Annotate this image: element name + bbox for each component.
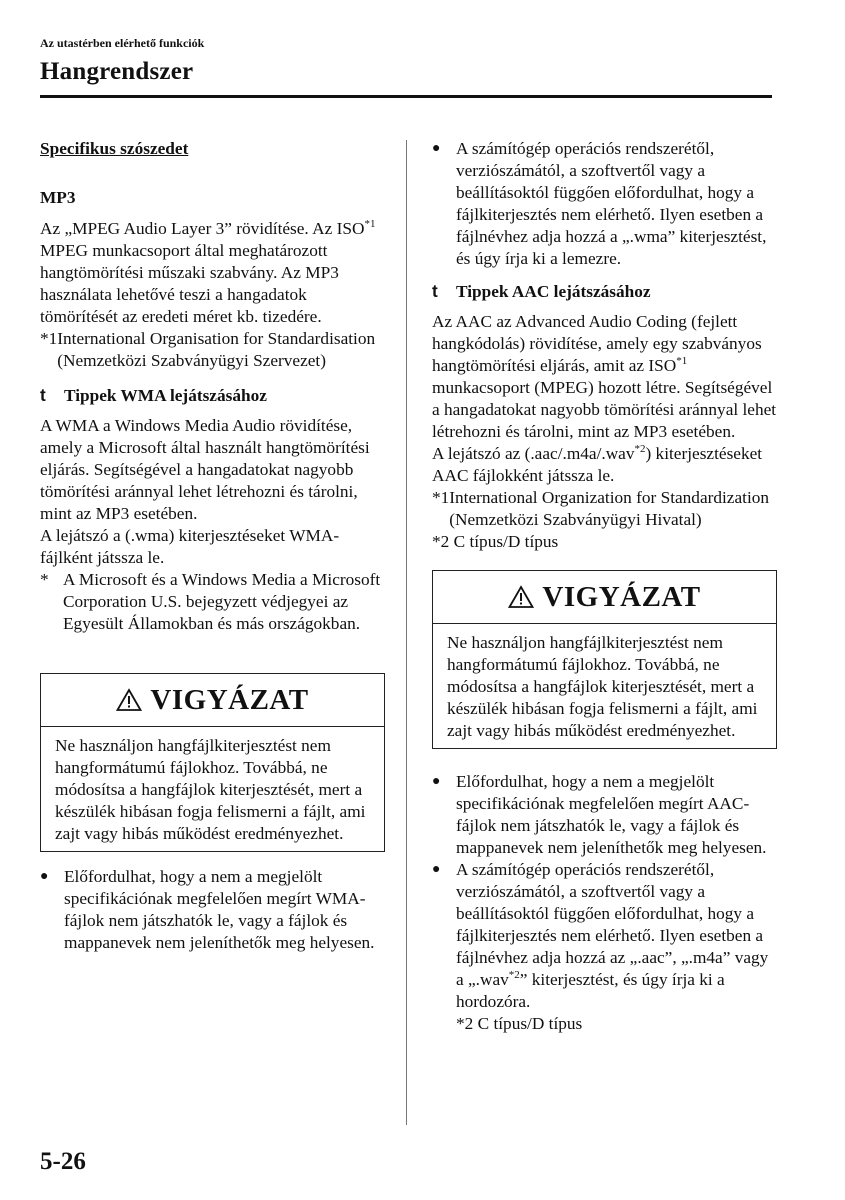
caution-box (432, 570, 777, 749)
title-rule (40, 95, 772, 98)
bullet-dot-icon: ● (432, 141, 441, 156)
wma-paragraph: A WMA a Windows Media Audio rövidítése, amely a Microsoft által használt hangtömörítési eljárás. Segítségével a hangadatokat nagyobb tömörítési aránnyal lehet létrehozni és tárolni, mint az MP3 esetében. (40, 416, 370, 523)
aac-heading: t Tippek AAC lejátszásához (432, 281, 651, 301)
aac-paragraph-2: A lejátszó az (.aac/.m4a/.wav$^{*2}$) kiterjesztéseket AAC fájlokként játssza le. (432, 443, 763, 485)
section-marker-icon: t (432, 281, 438, 301)
right-column (432, 138, 777, 1035)
wma-heading: t Tippek WMA lejátszásához (40, 385, 267, 405)
warning-triangle-icon (508, 585, 534, 609)
caution-header (41, 674, 384, 727)
section-label: Az utastérben elérhető funkciók (40, 36, 205, 50)
aac-footnote-1: *1 International Organization for Standardization (Nemzetközi Szabványügyi Hivatal) (432, 488, 770, 529)
mp3-footnote: *1 International Organisation for Standardisation (Nemzetközi Szabványügyi Szervezet) (40, 329, 376, 370)
section-marker-icon: t (40, 385, 46, 405)
caution-title: VIGYÁZAT (150, 684, 309, 716)
warning-triangle-icon (116, 688, 142, 712)
mp3-definition: Az „MPEG Audio Layer 3” rövidítése. Az ISO$^{*1}$ MPEG munkacsoport által meghatározott hangtömörítési műszaki szabvány. Az MP3 használata lehetővé teszi a hangadatok tömörítését az eredeti méret kb. tizedére. (40, 218, 376, 326)
left-column (40, 138, 385, 954)
glossary-title: Specifikus szószedet (40, 139, 189, 158)
column-divider (406, 140, 407, 1125)
caution-title: VIGYÁZAT (542, 581, 701, 613)
list-item: ● Előfordulhat, hogy a nem a megjelölt specifikációnak megfelelően megírt WMA-fájlok nem játszhatók le, vagy a fájlok és mappanevek nem jeleníthetők meg helyesen. (40, 867, 375, 952)
wma-paragraph-2: A lejátszó a (.wma) kiterjesztéseket WMA-fájlként játssza le. (40, 526, 340, 567)
bullet-dot-icon: ● (40, 869, 49, 884)
wma-footnote: * A Microsoft és a Windows Media a Microsoft Corporation U.S. bejegyzett védjegyei az Egyesült Államokban és más országokban. (40, 570, 381, 633)
bullet-dot-icon: ● (432, 774, 441, 789)
mp3-term: MP3 (40, 188, 76, 207)
caution-header (433, 571, 776, 624)
aac-paragraph: Az AAC az Advanced Audio Coding (fejlett hangkódolás) rövidítése, amely egy szabványos hangtömörítési eljárás, amit az ISO$^{*1}$ munkacsoport (MPEG) hozott létre. Segítségével a hangadatokat nagyobb tömörítési aránnyal lehet létrehozni és tárolni, mint az MP3 esetében. (432, 312, 777, 441)
bullet-dot-icon: ● (432, 862, 441, 877)
caution-box (40, 673, 385, 852)
caution-text: Ne használjon hangfájlkiterjesztést nem hangformátumú fájlokhoz. Továbbá, ne módosítsa a hangfájlok kiterjesztését, mert a készülék hibásan fogja felismerni a fájlt, ami zajt vagy hibás működést eredményezhet. (55, 736, 366, 843)
aac-footnote-2: *2 C típus/D típus (432, 532, 559, 551)
list-item: ● A számítógép operációs rendszerétől, verziószámától, a szoftvertől vagy a beállításoktól függően előfordulhat, hogy a fájlkiterjesztés nem elérhető. Ilyen esetben a fájlnévhez adja hozzá az „.aac”, „.m4a” vagy a „.wav$^{*2}$” kiterjesztést, és úgy írja ki a hordozóra. *2 C típus/D típus (432, 860, 769, 1033)
page-number: 5-26 (40, 1148, 86, 1175)
list-item: ● A számítógép operációs rendszerétől, verziószámától, a szoftvertől vagy a beállításoktól függően előfordulhat, hogy a fájlkiterjesztés nem elérhető. Ilyen esetben a fájlnévhez adja hozzá a „.wma” kiterjesztést, és úgy írja ki a lemezre. (432, 139, 767, 268)
caution-text: Ne használjon hangfájlkiterjesztést nem hangformátumú fájlokhoz. Továbbá, ne módosítsa a hangfájlok kiterjesztését, mert a készülék hibásan fogja felismerni a fájlt, ami zajt vagy hibás működést eredményezhet. (447, 633, 758, 740)
list-item: ● Előfordulhat, hogy a nem a megjelölt specifikációnak megfelelően megírt AAC-fájlok nem játszhatók le, vagy a fájlok és mappanevek nem jeleníthetők meg helyesen. (432, 772, 767, 857)
page-title: Hangrendszer (40, 58, 194, 85)
bullet-footnote: *2 C típus/D típus (456, 1014, 583, 1033)
